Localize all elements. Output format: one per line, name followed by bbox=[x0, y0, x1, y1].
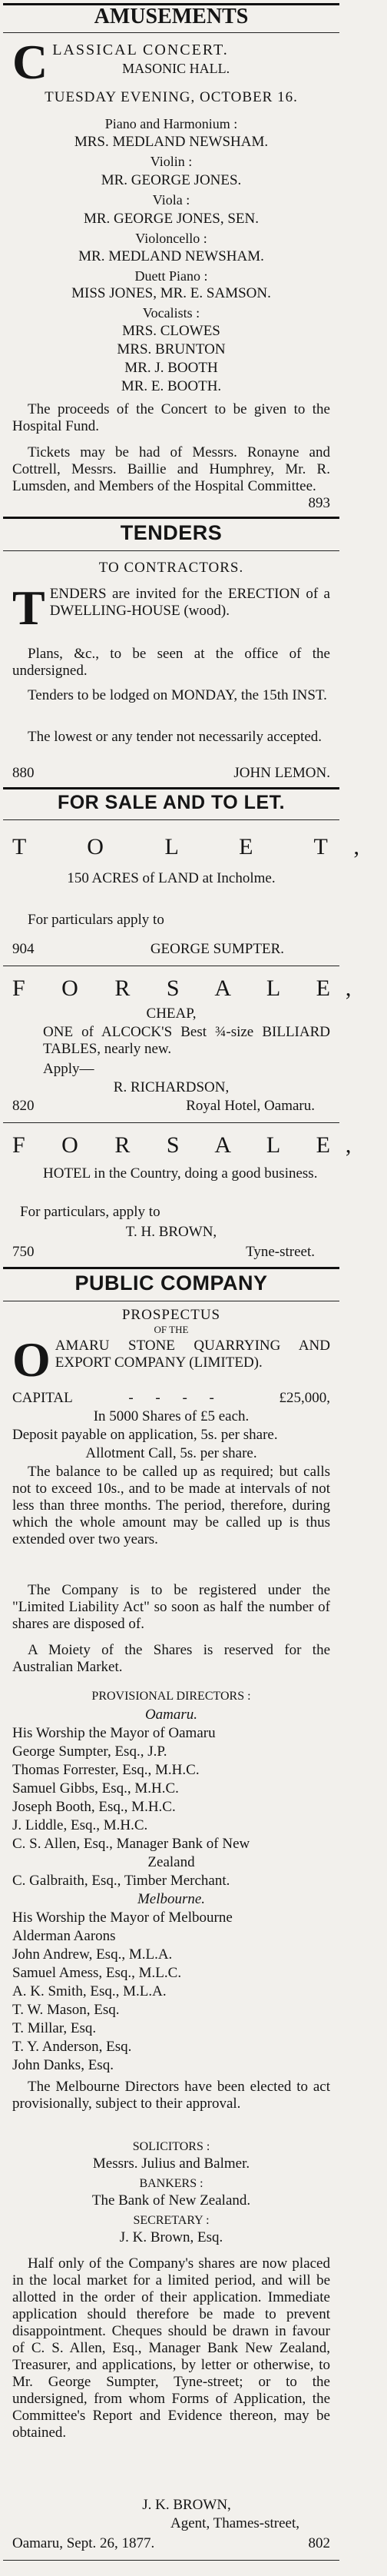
section-rule bbox=[3, 517, 339, 519]
director: Zealand bbox=[147, 1854, 195, 1870]
ad-ref: 904 bbox=[12, 941, 35, 957]
tolet-title: T O L E T, bbox=[12, 834, 387, 859]
director: Alderman Aarons bbox=[12, 1928, 116, 1944]
director: C. S. Allen, Esq., Manager Bank of New bbox=[12, 1836, 250, 1852]
dateline-row bbox=[12, 2535, 330, 2552]
section-rule bbox=[3, 787, 339, 789]
sale1-sign-row: 820 Royal Hotel, Oamaru. bbox=[12, 1098, 315, 1114]
director: A. K. Smith, Esq., M.L.A. bbox=[12, 1983, 167, 1999]
concert-proceeds: The proceeds of the Concert to be given to the Hospital Fund. bbox=[12, 401, 330, 434]
performer-line: MR. GEORGE JONES, SEN. bbox=[83, 211, 260, 227]
amusements-heading: AMUSEMENTS bbox=[94, 5, 249, 28]
director: C. Galbraith, Esq., Timber Merchant. bbox=[12, 1873, 230, 1889]
tenders-heading: TENDERS bbox=[120, 521, 223, 544]
performer-line: Vocalists : bbox=[142, 305, 200, 321]
ad-ref: 880 bbox=[12, 765, 35, 781]
melbourne-label: Melbourne. bbox=[137, 1891, 206, 1907]
director: John Danks, Esq. bbox=[12, 2057, 114, 2073]
sale2-title: F O R S A L E, bbox=[12, 1132, 367, 1158]
performer-line: Viola : bbox=[152, 192, 190, 208]
performer-line: MRS. MEDLAND NEWSHAM. bbox=[74, 134, 269, 150]
secretary-heading: SECRETARY : bbox=[133, 2214, 210, 2227]
sale2-body: HOTEL in the Country, doing a good business. bbox=[43, 1165, 318, 1182]
tenders-sign-row bbox=[12, 765, 330, 782]
concert-title: C LASSICAL CONCERT. MASONIC HALL. bbox=[12, 40, 330, 86]
sale2-apply: For particulars, apply to bbox=[20, 1204, 160, 1220]
tenders-lowest: The lowest or any tender not necessarily accepted. bbox=[28, 729, 322, 745]
tenders-plans: Plans, &c., to be seen at the office of the undersigned. bbox=[12, 646, 330, 679]
drop-cap: T bbox=[12, 580, 45, 635]
balance: The balance to be called up as required; but calls not to exceed 10s., and to be made at intervals of not less than three months. The period, therefore, during which the whole amount may be called up is thus extended over two years. bbox=[12, 1464, 330, 1547]
director: His Worship the Mayor of Melbourne bbox=[12, 1910, 233, 1926]
director: T. Millar, Esq. bbox=[12, 2020, 97, 2036]
performer-line: MR. GEORGE JONES. bbox=[101, 172, 242, 188]
sale1-apply: Apply— bbox=[43, 1061, 94, 1077]
secretary: J. K. Brown, Esq. bbox=[119, 2229, 223, 2245]
performer-line: MRS. BRUNTON bbox=[117, 341, 226, 357]
director: Samuel Amess, Esq., M.L.C. bbox=[12, 1965, 182, 1981]
registered: The Company is to be registered under the "Limited Liability Act" so soon as half the number of shares are disposed of. bbox=[12, 1582, 330, 1632]
performer-line: Piano and Harmonium : bbox=[104, 116, 238, 131]
sale1-title: F O R S A L E, bbox=[12, 976, 367, 1001]
sale1-name: R. RICHARDSON, bbox=[113, 1079, 230, 1095]
oamaru-label: Oamaru. bbox=[144, 1707, 198, 1723]
bankers: The Bank of New Zealand. bbox=[91, 2192, 251, 2209]
ad-ref: 820 bbox=[12, 1098, 35, 1114]
concert-tickets: Tickets may be had of Messrs. Ronayne and Cottrell, Messrs. Baillie and Humphrey, Mr. R. Lumsden, and Members of the Hospital Committee. bbox=[12, 444, 330, 494]
drop-cap: C bbox=[12, 35, 48, 89]
prospectus-label: PROSPECTUS bbox=[121, 1307, 221, 1323]
rule bbox=[3, 32, 339, 33]
signature: GEORGE SUMPTER. bbox=[150, 941, 284, 957]
sale1-body: ONE of ALCOCK'S Best ¾-size BILLIARD TABLES, nearly new. bbox=[43, 1024, 330, 1057]
tenders-subheading: TO CONTRACTORS. bbox=[98, 560, 244, 576]
of-the-label: OF THE bbox=[154, 1324, 189, 1335]
director: T. W. Mason, Esq. bbox=[12, 2002, 120, 2018]
moiety: A Moiety of the Shares is reserved for the Australian Market. bbox=[12, 1642, 330, 1675]
concert-date: TUESDAY EVENING, OCTOBER 16. bbox=[45, 89, 298, 105]
performer-line: MR. MEDLAND NEWSHAM. bbox=[78, 248, 264, 264]
performer-line: Violoncello : bbox=[135, 231, 207, 246]
performer-line: Violin : bbox=[150, 154, 193, 169]
director: Thomas Forrester, Esq., M.H.C. bbox=[12, 1762, 200, 1778]
tenders-lodged: Tenders to be lodged on MONDAY, the 15th INST. bbox=[28, 687, 327, 703]
shares: In 5000 Shares of £5 each. bbox=[93, 1408, 250, 1424]
tolet-apply: For particulars apply to bbox=[28, 912, 164, 928]
performer-line: MR. J. BOOTH bbox=[124, 360, 218, 376]
bottom-rule bbox=[3, 2560, 339, 2561]
allotment: Allotment Call, 5s. per share. bbox=[85, 1445, 257, 1461]
ad-ref: 802 bbox=[308, 2535, 330, 2551]
performer-line: MR. E. BOOTH. bbox=[121, 378, 222, 394]
performer-line: MISS JONES, MR. E. SAMSON. bbox=[71, 285, 271, 301]
director: Samuel Gibbs, Esq., M.H.C. bbox=[12, 1780, 179, 1797]
melbourne-note: The Melbourne Directors have been elected to act provisionally, subject to their approval. bbox=[12, 2079, 330, 2112]
director: J. Liddle, Esq., M.H.C. bbox=[12, 1817, 148, 1833]
sale2-sign-row: 750 Tyne-street. bbox=[12, 1244, 315, 1260]
tolet-sign-row bbox=[12, 941, 330, 958]
director: T. Y. Anderson, Esq. bbox=[12, 2039, 132, 2055]
performer-line: MRS. CLOWES bbox=[122, 323, 220, 339]
sign-title: Agent, Thames-street, bbox=[170, 2515, 299, 2531]
for-sale-heading: FOR SALE AND TO LET. bbox=[57, 792, 286, 813]
tolet-body: 150 ACRES of LAND at Incholme. bbox=[67, 870, 276, 886]
director: George Sumpter, Esq., J.P. bbox=[12, 1743, 167, 1760]
directors-heading: PROVISIONAL DIRECTORS : bbox=[91, 1690, 251, 1703]
sale1-cheap: CHEAP, bbox=[146, 1005, 197, 1022]
drop-cap: O bbox=[12, 1332, 51, 1387]
sign-name: J. K. BROWN, bbox=[142, 2497, 231, 2513]
performer-line: Duett Piano : bbox=[134, 268, 208, 284]
signature: JOHN LEMON. bbox=[233, 765, 330, 781]
rule bbox=[3, 1122, 339, 1123]
tenders-body: TENDERS are invited for the ERECTION of a DWELLING-HOUSE (wood). bbox=[12, 580, 330, 635]
venue: MASONIC HALL. bbox=[122, 61, 230, 76]
director: Joseph Booth, Esq., M.H.C. bbox=[12, 1799, 176, 1815]
closing-paragraph: Half only of the Company's shares are now placed in the local market for a limited period, and will be allotted in the order of their application. Immediate application should therefore be made to prevent disappointment. Cheques should be drawn in favour of C. S. Allen, Esq., Manager Bank New Zealand, Treasurer, and applications, by letter or otherwise, to Mr. George Sumpter, Tyne-street; or to the undersigned, from whom Forms of Application, the Committee's Report and Evidence thereon, may be obtained. bbox=[12, 2255, 330, 2441]
ad-ref: 750 bbox=[12, 1244, 35, 1260]
rule bbox=[3, 819, 339, 820]
bankers-heading: BANKERS : bbox=[139, 2177, 203, 2190]
dateline: Oamaru, Sept. 26, 1877. bbox=[12, 2535, 155, 2551]
ad-ref: 893 bbox=[308, 495, 330, 511]
deposit: Deposit payable on application, 5s. per share. bbox=[12, 1427, 278, 1443]
company-name: OAMARU STONE QUARRYING AND EXPORT COMPANY (LIMITED). bbox=[12, 1332, 330, 1387]
solicitors-heading: SOLICITORS : bbox=[132, 2140, 210, 2153]
director: His Worship the Mayor of Oamaru bbox=[12, 1725, 216, 1741]
capital-row: CAPITAL - - - - £25,000, bbox=[12, 1390, 330, 1406]
section-rule bbox=[3, 1267, 339, 1269]
sale2-name: T. H. BROWN, bbox=[125, 1224, 217, 1240]
solicitors: Messrs. Julius and Balmer. bbox=[92, 2156, 250, 2172]
director: John Andrew, Esq., M.L.A. bbox=[12, 1946, 173, 1963]
rule bbox=[3, 550, 339, 551]
company-heading: PUBLIC COMPANY bbox=[74, 1271, 268, 1295]
